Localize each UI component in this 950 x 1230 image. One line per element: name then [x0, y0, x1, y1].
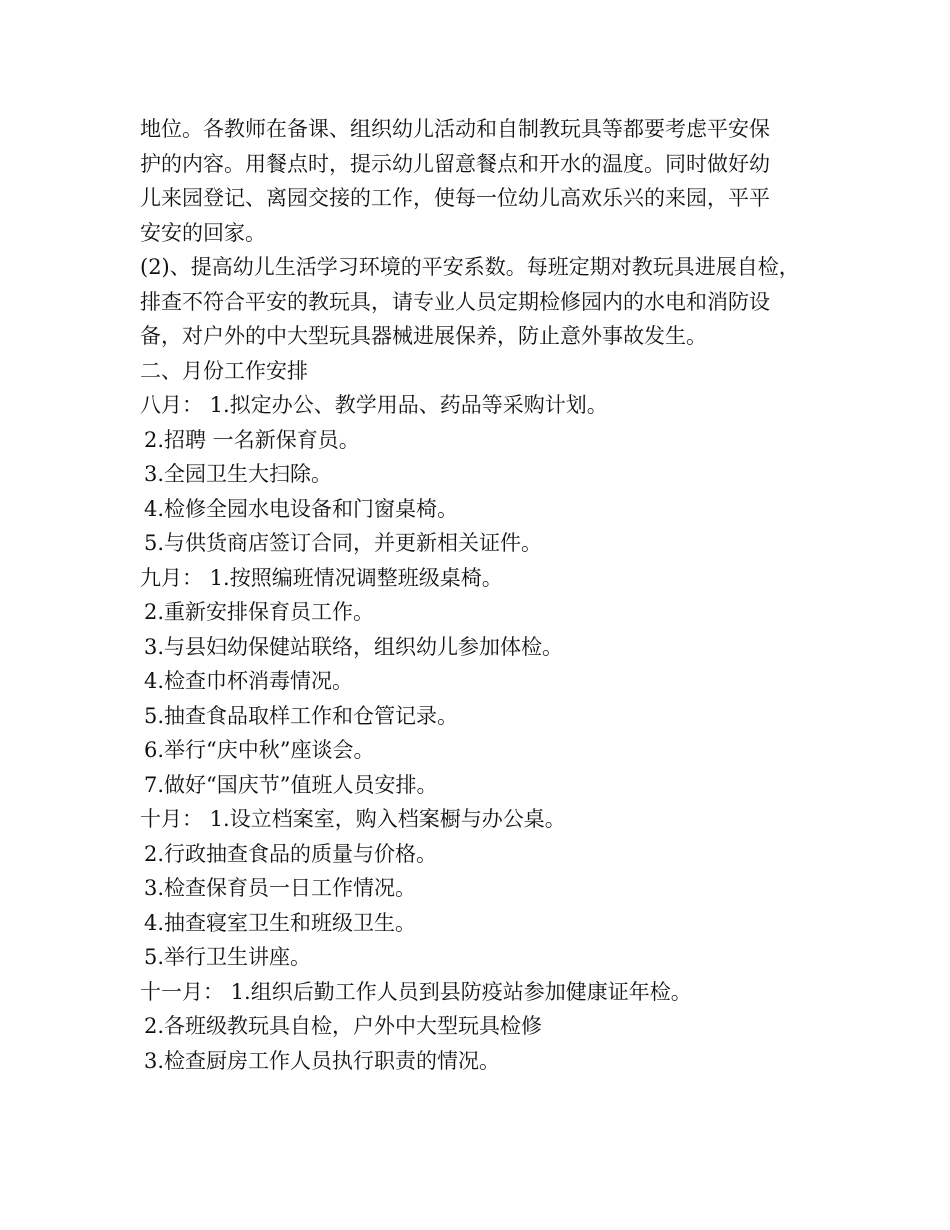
- list-item: 4.检查巾杯消毒情况。: [144, 669, 354, 693]
- list-item: 5.举行卫生讲座。: [144, 945, 312, 969]
- text-line: 备，对户外的中大型玩具器械进展保养，防止意外事故发生。: [140, 324, 707, 348]
- list-item: 3.检查保育员一日工作情况。: [144, 876, 417, 900]
- text-line: 护的内容。用餐点时，提示幼儿留意餐点和开水的温度。同时做好幼: [140, 151, 770, 176]
- document-page: [140, 112, 840, 1078]
- list-item: 4.抽查寝室卫生和班级卫生。: [144, 910, 417, 935]
- paragraph-environment-safety: [140, 250, 840, 354]
- list-item: 2.招聘 一名新保育员。: [144, 427, 360, 452]
- list-item: 2.重新安排保育员工作。: [144, 600, 375, 624]
- list-item: 2.行政抽查食品的质量与价格。: [144, 841, 438, 866]
- list-item: 3.全园卫生大扫除。: [144, 462, 333, 486]
- list-item: 5.抽查食品取样工作和仓管记录。: [144, 703, 459, 728]
- month-block-october: [140, 802, 840, 975]
- month-first-item: 九月： 1.按照编班情况调整班级桌椅。: [140, 565, 503, 590]
- month-block-august: [140, 388, 840, 561]
- month-block-september: [140, 561, 840, 803]
- text-line: 儿来园登记、离园交接的工作，使每一位幼儿高欢乐兴的来园，平平: [140, 186, 770, 210]
- text-line: 地位。各教师在备课、组织幼儿活动和自制教玩具等都要考虑平安保: [140, 117, 770, 141]
- month-first-item: 十一月： 1.组织后勤工作人员到县防疫站参加健康证年检。: [140, 979, 692, 1004]
- month-first-item: 八月： 1.拟定办公、教学用品、药品等采购计划。: [140, 393, 608, 417]
- text-line: (2)、提高幼儿生活学习环境的平安系数。每班定期对教玩具进展自检，: [140, 255, 800, 279]
- text-line: 排查不符合平安的教玩具，请专业人员定期检修园内的水电和消防设: [140, 289, 770, 314]
- list-item: 6.举行“庆中秋”座谈会。: [144, 738, 375, 762]
- text-line: 安安的回家。: [140, 220, 266, 245]
- list-item: 3.与县妇幼保健站联络，组织幼儿参加体检。: [144, 634, 564, 659]
- list-item: 4.检修全园水电设备和门窗桌椅。: [144, 496, 459, 521]
- month-first-item: 十月： 1.设立档案室，购入档案橱与办公桌。: [140, 807, 566, 831]
- list-item: 7.做好“国庆节”值班人员安排。: [144, 772, 438, 797]
- list-item: 5.与供货商店签订合同，并更新相关证件。: [144, 531, 543, 555]
- section-heading: 二、月份工作安排: [140, 358, 308, 383]
- month-block-november: [140, 975, 840, 1079]
- list-item: 2.各班级教玩具自检，户外中大型玩具检修: [144, 1014, 543, 1038]
- paragraph-safety-content: [140, 112, 840, 250]
- list-item: 3.检查厨房工作人员执行职责的情况。: [144, 1048, 501, 1073]
